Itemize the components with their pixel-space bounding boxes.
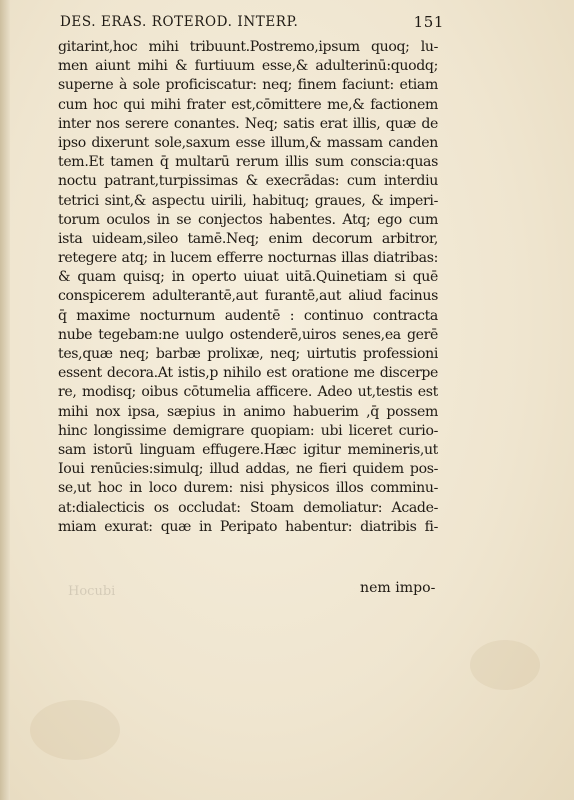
catchword: nem impo- [360,580,436,596]
text-line: tes,quæ neq; barbæ prolixæ, neq; uirtutis professioni [58,346,438,362]
text-line: ista uideam,sileo tamē.Neq; enim decorum arbitror, [58,230,438,247]
text-line: inter nos serere conantes. Neq; satis erat illis, quæ de [58,115,438,132]
bleed-through-text: Hocubi [68,584,116,599]
text-line: men aiunt mihi & furtiuum esse,& adulterinū:quodq; [58,58,438,75]
text-line: retegere atq; in lucem efferre nocturnas illas diatribas: [58,250,438,267]
text-line: noctu patrant,turpissimas & execrādas: cum interdiu [58,173,438,190]
text-line: ipso dixerunt sole,saxum esse illum,& massam canden [58,134,438,151]
text-line: nube tegebam:ne uulgo ostenderē,uiros senes,ea gerē [58,326,438,343]
text-line: hinc longissime demigrare quopiam: ubi liceret curio- [58,422,438,439]
text-line: sam istorū linguam effugere.Hæc igitur memineris,ut [58,441,438,458]
text-line: mihi nox ipsa, sæpius in animo habuerim ,q̄ possem [58,403,438,420]
page-gutter [0,0,10,800]
paper-stain [470,640,540,690]
page-number: 151 [413,13,444,31]
text-line: at:dialecticis os occludat: Stoam demoliatur: Acade- [58,499,438,516]
text-line: superne à sole proficiscatur: neq; finem faciunt: etiam [58,77,438,94]
text-line: re, modisq; oibus cōtumelia afficere. Adeo ut,testis est [58,384,438,401]
text-line: miam exurat: quæ in Peripato habentur: diatribis fi- [58,518,438,535]
text-line: gitarint,hoc mihi tribuunt.Postremo,ipsum quoq; lu- [58,39,438,55]
text-line: Ioui renūcies:simulq; illud addas, ne fieri quidem pos- [58,461,438,478]
text-line: conspicerem adulterantē,aut furantē,aut aliud facinus [58,288,438,305]
text-line: q̄ maxime nocturnum audentē : continuo contracta [58,307,438,324]
text-line: torum oculos in se conjectos habentes. Atq; ego cum [58,211,438,228]
text-line: se,ut hoc in loco durem: nisi physicos illos comminu- [58,480,438,497]
text-line: cum hoc qui mihi frater est,cōmittere me,& factionem [58,96,438,113]
running-head [60,11,444,33]
text-line: tetrici sint,& aspectu uirili, habituq; graues, & imperi- [58,192,438,209]
text-line: tem.Et tamen q̄ multarū rerum illis sum conscia:quas [58,154,438,171]
text-line: essent decora.At istis,p nihilo est oratione me discerpe [58,365,438,382]
text-line: & quam quisq; in operto uiuat uitā.Quinetiam si quē [58,269,438,286]
paper-stain [30,700,120,760]
body-text [58,38,438,537]
running-head-title: DES. ERAS. ROTEROD. INTERP. [60,14,299,30]
